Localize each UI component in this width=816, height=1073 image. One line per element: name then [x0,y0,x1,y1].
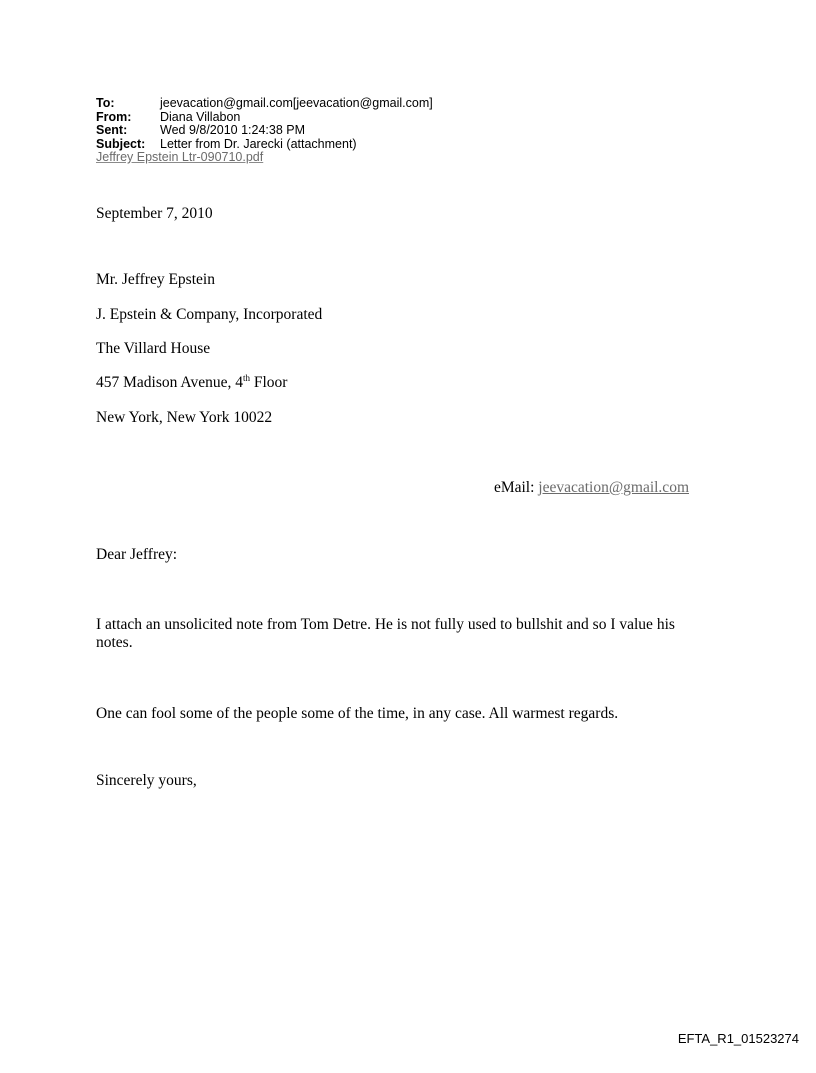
recipient-city: New York, New York 10022 [96,409,273,426]
letter-date: September 7, 2010 [96,205,213,222]
sent-row [96,124,433,138]
attachment-row [96,151,433,165]
to-label: To: [96,96,115,110]
email-line [494,479,689,497]
email-header [96,97,433,165]
attachment-link[interactable]: Jeffrey Epstein Ltr-090710.pdf [96,150,264,164]
email-label: eMail: [493,479,539,496]
email-link[interactable]: jeevacation@gmail.com [538,479,689,496]
subject-value: Letter from Dr. Jarecki (attachment) [160,136,357,151]
closing: Sincerely yours, [96,772,197,789]
paragraph-2: One can fool some of the people some of the time, in any case. All warmest regards. [96,705,619,722]
to-row [96,97,433,111]
to-value: jeevacation@gmail.com[jeevacation@gmail.com] [160,96,433,110]
from-row [96,111,433,125]
recipient-company: J. Epstein & Company, Incorporated [96,306,323,323]
recipient-building: The Villard House [96,340,211,357]
subject-row [96,138,433,152]
recipient-name: Mr. Jeffrey Epstein [96,271,215,288]
paragraph-1: I attach an unsolicited note from Tom Detre. He is not fully used to bullshit and so I value his notes. [96,616,675,651]
floor-superscript: th [242,373,250,383]
sent-value: Wed 9/8/2010 1:24:38 PM [160,123,306,137]
document-id: EFTA_R1_01523274 [677,1031,799,1046]
street-text: 457 Madison Avenue, 4 [96,374,243,391]
salutation: Dear Jeffrey: [96,546,178,563]
floor-word: Floor [249,374,288,391]
sent-label: Sent: [96,123,128,137]
subject-label: Subject: [96,136,146,151]
recipient-street [96,374,287,392]
from-value: Diana Villabon [160,109,241,124]
from-label: From: [96,109,132,124]
